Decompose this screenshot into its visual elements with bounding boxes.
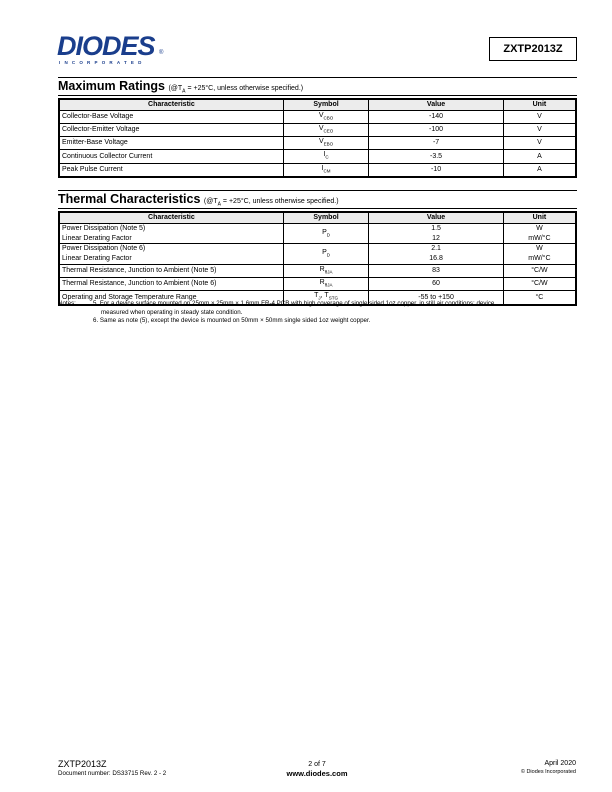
- cell-characteristic: Emitter-Base Voltage: [59, 137, 283, 150]
- cell-value: -55 to +150: [369, 291, 504, 305]
- table-row: [59, 223, 576, 244]
- thermal-table: [58, 211, 577, 306]
- cell-characteristic: Peak Pulse Current: [59, 163, 283, 177]
- footer-document-number: Document number: DS33715 Rev. 2 - 2: [58, 770, 167, 777]
- col-header-characteristic: Characteristic: [59, 212, 283, 223]
- cell-value: -7: [369, 137, 504, 150]
- footer-date: April 2020: [544, 760, 576, 767]
- footer-copyright: © Diodes Incorporated: [520, 769, 576, 775]
- thermal-condition: ($@T_A = +25^\circ C$, unless otherwise specified.): [203, 198, 339, 208]
- col-header-symbol: Symbol: [283, 99, 368, 110]
- cell-characteristic: Operating and Storage Temperature Range: [59, 291, 283, 305]
- cell-value: 2.1 16.8: [369, 244, 504, 265]
- footer-website-link[interactable]: www.diodes.com: [286, 769, 348, 778]
- note-5-line-1: 5. For a device surface mounted on 25mm × 25mm × 1.6mm FR-4 PCB with high coverage of single sided 1oz copper, in still air conditions; device: [93, 300, 495, 307]
- cell-symbol: $P_D$: [283, 223, 368, 244]
- cell-symbol: $P_D$: [283, 244, 368, 265]
- table-row: [59, 123, 576, 136]
- cell-value: -10: [369, 163, 504, 177]
- part-number-box: ZXTP2013Z: [489, 37, 577, 61]
- cell-unit: A: [503, 163, 576, 177]
- logo-subtitle: INCORPORATED: [59, 60, 146, 65]
- cell-unit: V: [503, 110, 576, 123]
- cell-unit: °C/W: [503, 278, 576, 291]
- cell-unit: V: [503, 137, 576, 150]
- thermal-heading: [58, 192, 339, 207]
- thermal-rule-bottom: [58, 208, 577, 209]
- cell-value: -100: [369, 123, 504, 136]
- cell-symbol: $R_{\theta JA}$: [283, 264, 368, 277]
- footer-page-number: 2 of 7: [308, 761, 326, 768]
- cell-symbol: $R_{\theta JA}$: [283, 278, 368, 291]
- table-row: [59, 137, 576, 150]
- cell-characteristic: Thermal Resistance, Junction to Ambient (Note 5): [59, 264, 283, 277]
- max-ratings-table: [58, 98, 577, 178]
- max-ratings-title: Maximum Ratings: [58, 79, 165, 93]
- cell-characteristic: Power Dissipation (Note 6) Linear Derating Factor: [59, 244, 283, 265]
- table-header-row: [59, 99, 576, 110]
- cell-symbol: $V_{CEO}$: [283, 123, 368, 136]
- col-header-symbol: Symbol: [283, 212, 368, 223]
- table-row: [59, 278, 576, 291]
- table-header-row: [59, 212, 576, 223]
- cell-value: -3.5: [369, 150, 504, 163]
- cell-value: 1.5 12: [369, 223, 504, 244]
- col-header-unit: Unit: [503, 212, 576, 223]
- cell-value: -140: [369, 110, 504, 123]
- diodes-logo: [57, 33, 167, 67]
- footer-part-number: ZXTP2013Z: [58, 759, 107, 769]
- table-row: [59, 163, 576, 177]
- cell-unit: °C: [503, 291, 576, 305]
- note-6: 6. Same as note (5), except the device is mounted on 50mm × 50mm single sided 1oz weight copper.: [93, 317, 371, 324]
- col-header-unit: Unit: [503, 99, 576, 110]
- table-row: [59, 244, 576, 265]
- table-row: [59, 264, 576, 277]
- cell-symbol: $T_J$, $T_{STG}$: [283, 291, 368, 305]
- table-row: [59, 150, 576, 163]
- thermal-title: Thermal Characteristics: [58, 192, 201, 206]
- max-ratings-heading: [58, 79, 303, 94]
- cell-unit: V: [503, 123, 576, 136]
- cell-unit: A: [503, 150, 576, 163]
- max-ratings-condition: ($@T_A = +25^\circ C$, unless otherwise specified.): [168, 85, 304, 95]
- cell-symbol: $I_C$: [283, 150, 368, 163]
- cell-characteristic: Collector-Emitter Voltage: [59, 123, 283, 136]
- cell-symbol: $V_{CBO}$: [283, 110, 368, 123]
- cell-value: 60: [369, 278, 504, 291]
- thermal-rule-top: [58, 190, 577, 191]
- max-ratings-rule-bottom: [58, 95, 577, 96]
- cell-unit: W mW/°C: [503, 223, 576, 244]
- max-ratings-rule-top: [58, 77, 577, 78]
- cell-characteristic: Continuous Collector Current: [59, 150, 283, 163]
- table-row: [59, 110, 576, 123]
- logo-wordmark: DIODES: [57, 31, 155, 61]
- cell-unit: °C/W: [503, 264, 576, 277]
- notes-label: Notes:: [58, 300, 76, 307]
- logo-registered-mark: ®: [159, 50, 164, 56]
- col-header-characteristic: Characteristic: [59, 99, 283, 110]
- cell-unit: W mW/°C: [503, 244, 576, 265]
- cell-symbol: $I_{CM}$: [283, 163, 368, 177]
- cell-symbol: $V_{EBO}$: [283, 137, 368, 150]
- col-header-value: Value: [369, 99, 504, 110]
- cell-characteristic: Collector-Base Voltage: [59, 110, 283, 123]
- cell-value: 83: [369, 264, 504, 277]
- cell-characteristic: Thermal Resistance, Junction to Ambient (Note 6): [59, 278, 283, 291]
- note-5-line-2: measured when operating in steady state condition.: [101, 308, 243, 316]
- cell-characteristic: Power Dissipation (Note 5) Linear Derating Factor: [59, 223, 283, 244]
- col-header-value: Value: [369, 212, 504, 223]
